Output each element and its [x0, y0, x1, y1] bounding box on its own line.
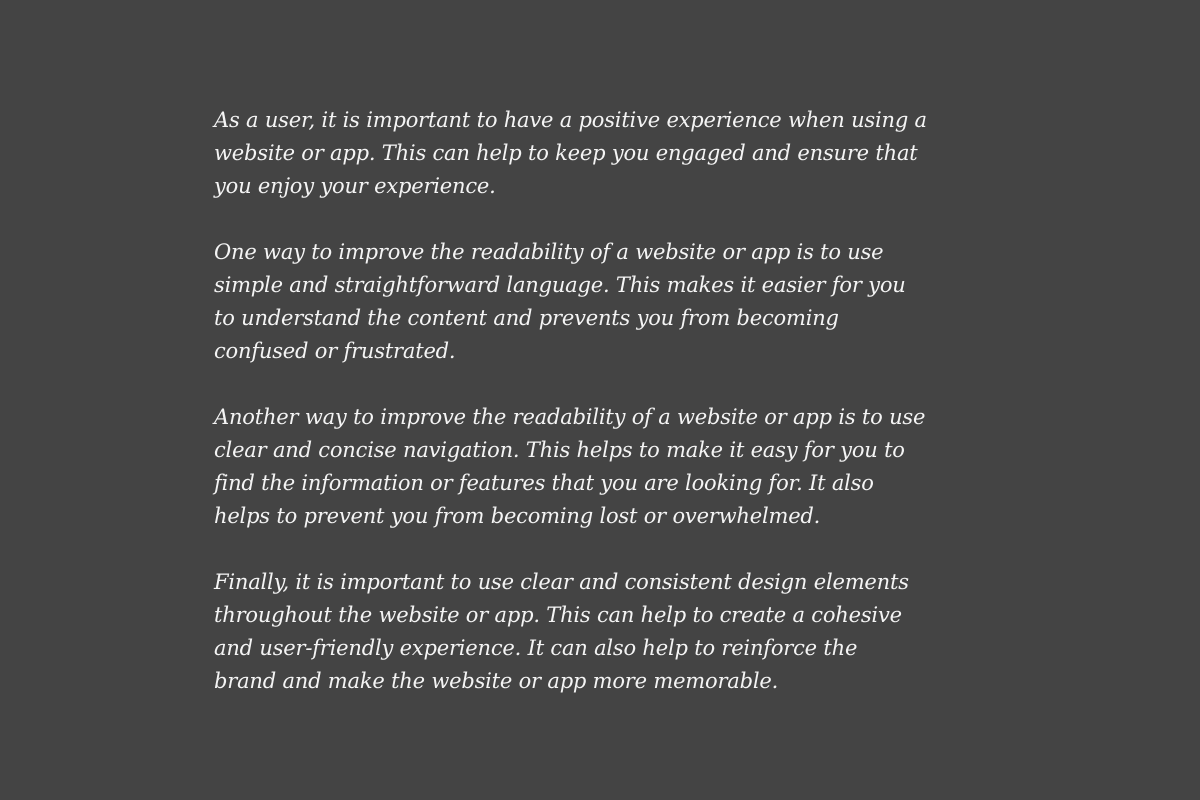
paragraph-line: Finally, it is important to use clear and consistent design elements	[214, 570, 909, 594]
paragraph-1	[214, 104, 984, 203]
paragraph-line: simple and straightforward language. This makes it easier for you	[214, 273, 906, 297]
article-text	[214, 104, 984, 731]
paragraph-line: helps to prevent you from becoming lost or overwhelmed.	[214, 504, 821, 528]
paragraph-line: throughout the website or app. This can help to create a cohesive	[214, 603, 902, 627]
paragraph-line: Another way to improve the readability of a website or app is to use	[214, 405, 926, 429]
paragraph-3	[214, 401, 984, 533]
paragraph-line: As a user, it is important to have a positive experience when using a	[214, 108, 927, 132]
paragraph-line: One way to improve the readability of a website or app is to use	[214, 240, 884, 264]
paragraph-line: and user-friendly experience. It can also help to reinforce the	[214, 636, 858, 660]
paragraph-line: find the information or features that you are looking for. It also	[214, 471, 874, 495]
paragraph-line: to understand the content and prevents you from becoming	[214, 306, 839, 330]
paragraph-line: confused or frustrated.	[214, 339, 456, 363]
paragraph-line: you enjoy your experience.	[214, 174, 496, 198]
paragraph-4	[214, 566, 984, 698]
paragraph-line: clear and concise navigation. This helps to make it easy for you to	[214, 438, 905, 462]
paragraph-line: website or app. This can help to keep you engaged and ensure that	[214, 141, 918, 165]
paragraph-2	[214, 236, 984, 368]
paragraph-line: brand and make the website or app more memorable.	[214, 669, 779, 693]
